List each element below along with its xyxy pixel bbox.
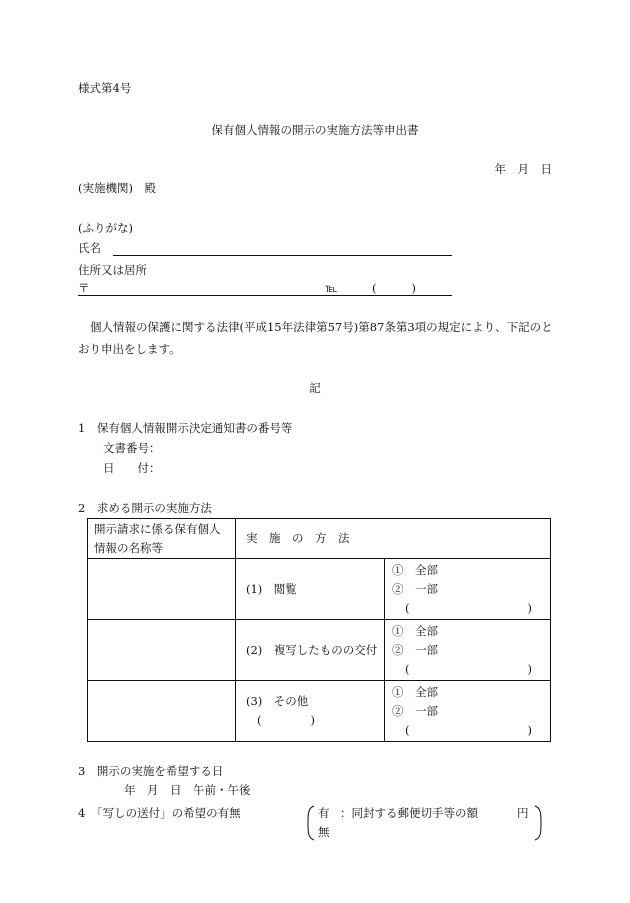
desired-date-time: 年 月 日 午前・午後 [124,783,251,797]
submission-date: 年 月 日 [494,162,552,176]
scope-options-cell [385,681,551,742]
method-label: (1) 閲覧 [246,581,297,596]
form-number: 様式第4号 [78,81,132,95]
tel-paren-close: ) [411,281,416,295]
header-method-cell [236,519,551,559]
name-underline [113,255,452,256]
info-name-cell [88,559,236,620]
section4-heading: 4 「写しの送付」の希望の有無 [78,806,241,820]
table-row [88,620,551,681]
paren-open: ( [405,661,410,676]
name-label: 氏名 [78,241,101,255]
paren-open: ( [405,600,410,615]
info-name-cell [88,620,236,681]
paren-close: ) [527,600,532,615]
scope-options-cell [385,559,551,620]
method-cell [236,620,385,681]
header-info-name-cell [88,519,236,559]
option-part: ② 一部 [392,703,438,718]
document-number-label: 文書番号： [103,441,161,455]
option-part-detail-parens [405,721,532,740]
right-bracket-icon [535,806,541,840]
paren-open: ( [405,722,410,737]
header-info-name-line-1: 開示請求に係る保有個人 [94,521,221,536]
option-part: ② 一部 [392,642,438,657]
furigana-label: (ふりがな) [78,221,133,235]
table-row [88,681,551,742]
info-name-cell [88,681,236,742]
address-underline [78,295,452,296]
option-part-detail-parens [405,599,532,618]
method-cell [236,681,385,742]
left-bracket-icon [308,806,314,840]
option-no-label: 無 [318,825,330,839]
option-all: ① 全部 [392,684,438,699]
paren-close: ) [527,722,532,737]
header-method-label: 実 施 の 方 法 [246,531,350,545]
table-row [88,559,551,620]
scope-options-cell [385,620,551,681]
postal-mark: 〒 [78,281,90,295]
table-header-row [88,519,551,559]
method-label: (2) 複写したものの交付 [246,642,378,657]
yen-unit: 円 [517,806,529,820]
option-all: ① 全部 [392,562,438,577]
addressee: (実施機関) 殿 [78,181,156,195]
other-method-detail-parens [257,711,315,730]
paren-close: ) [310,713,315,727]
paren-open: ( [257,713,262,727]
option-all: ① 全部 [392,623,438,638]
paren-close: ) [527,661,532,676]
section3-heading: 3 開示の実施を希望する日 [78,764,224,778]
address-label: 住所又は居所 [78,263,147,277]
disclosure-method-table [87,518,551,742]
option-part-detail-parens [405,660,532,679]
body-text-line-2: おり申出をします。 [78,342,181,356]
section1-heading: 1 保有個人情報開示決定通知書の番号等 [78,421,293,435]
tel-area-code-parens [372,280,416,296]
method-label: (3) その他 [246,694,309,708]
form-title: 保有個人情報の開示の実施方法等申出書 [211,123,419,137]
tel-mark: ℡ [325,281,338,295]
section2-heading: 2 求める開示の実施方法 [78,501,212,515]
header-info-name-line-2: 情報の名称等 [94,540,163,555]
notice-date-label: 日 付： [103,461,161,475]
body-text-line-1: 個人情報の保護に関する法律(平成15年法律第57号)第87条第3項の規定により、下記のと [90,320,553,334]
ki-heading: 記 [309,381,321,395]
method-cell [236,559,385,620]
option-part: ② 一部 [392,581,438,596]
tel-paren-open: ( [372,281,377,295]
option-yes-label: 有 [318,806,330,820]
option-yes-detail: ：同封する郵便切手等の額 [340,806,478,820]
